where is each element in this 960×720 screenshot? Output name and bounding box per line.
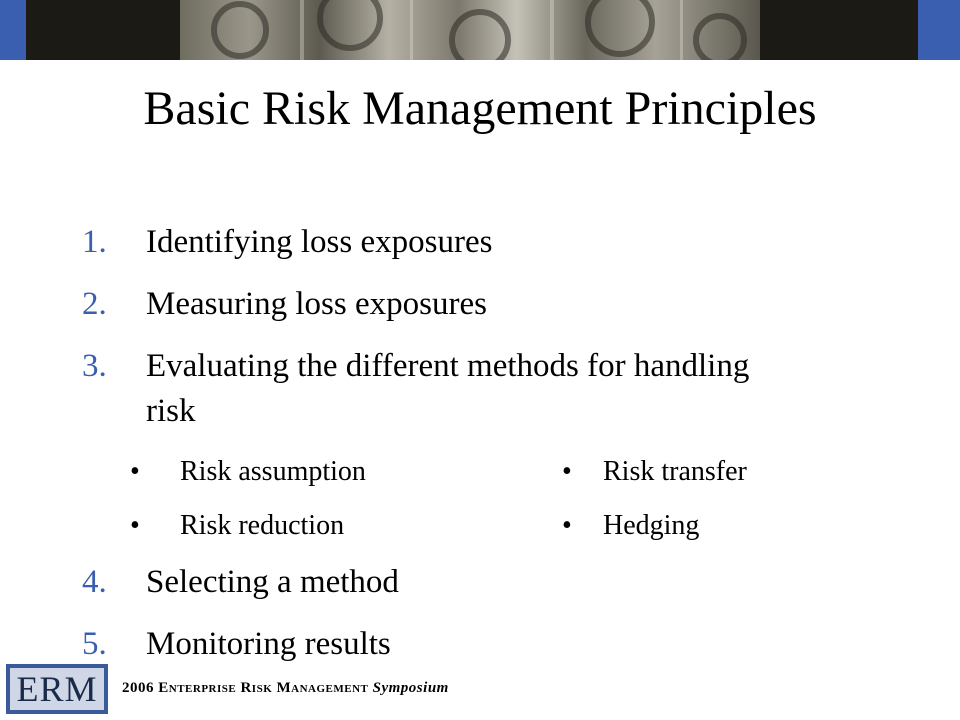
list-text: Measuring loss exposures — [146, 286, 487, 322]
list-number: 2. — [82, 286, 107, 322]
banner-left-edge — [0, 0, 26, 60]
footer-event-type: Symposium — [372, 680, 449, 696]
bullet-icon: • — [562, 510, 572, 541]
list-number: 5. — [82, 626, 107, 662]
footer-event-name: Enterprise Risk Management — [158, 680, 369, 696]
footer-event — [122, 680, 449, 697]
list-number: 1. — [82, 224, 107, 260]
sub-list-text: Risk assumption — [180, 456, 366, 487]
list-text: Evaluating the different methods for handling risk — [146, 348, 750, 429]
sub-list-text: Hedging — [603, 510, 700, 541]
list-text: Identifying loss exposures — [146, 224, 493, 260]
bullet-icon: • — [130, 510, 140, 541]
sub-list-text: Risk reduction — [180, 510, 345, 541]
banner-right-edge — [918, 0, 960, 60]
header-banner — [0, 0, 960, 60]
sub-list-text: Risk transfer — [603, 456, 747, 487]
slide-title: Basic Risk Management Principles — [143, 82, 817, 135]
bullet-icon: • — [562, 456, 572, 487]
list-number: 4. — [82, 564, 107, 600]
erm-logo — [6, 664, 108, 714]
erm-logo-text: ERM — [10, 668, 104, 710]
list-text: Monitoring results — [146, 626, 391, 662]
bullet-icon: • — [130, 456, 140, 487]
footer-year: 2006 — [122, 680, 154, 696]
gear-banner-image — [180, 0, 760, 60]
list-text: Selecting a method — [146, 564, 399, 600]
list-number: 3. — [82, 348, 107, 384]
